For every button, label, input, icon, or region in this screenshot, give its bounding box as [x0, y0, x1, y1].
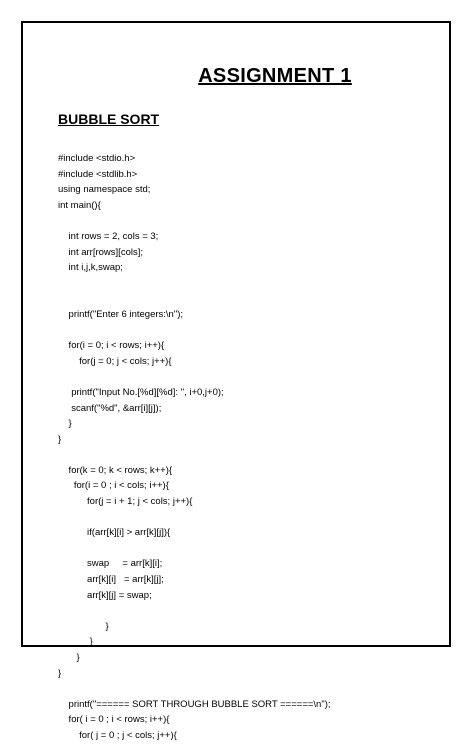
- code-line: using namespace std;: [58, 184, 151, 196]
- code-line: [58, 369, 331, 385]
- code-line: [58, 447, 331, 463]
- document-page: [21, 21, 451, 741]
- code-line: int rows = 2, cols = 3;: [58, 230, 159, 242]
- code-line: }: [58, 620, 109, 632]
- code-line: scanf("%d", &arr[i][j]);: [58, 402, 162, 414]
- code-line: for(k = 0; k < rows; k++){: [58, 464, 173, 476]
- code-line: [58, 681, 331, 697]
- code-line: [58, 213, 331, 229]
- code-line: #include <stdio.h>: [58, 153, 136, 164]
- code-line: printf("Enter 6 integers:\n");: [58, 308, 184, 320]
- code-line: [58, 291, 331, 307]
- code-line: }: [58, 667, 62, 679]
- section-heading: BUBBLE SORT: [58, 111, 160, 127]
- code-line: }: [58, 418, 72, 430]
- code-line: int arr[rows][cols];: [58, 246, 143, 258]
- assignment-title: ASSIGNMENT 1: [198, 65, 352, 87]
- code-line: if(arr[k][i] > arr[k][j]){: [58, 527, 171, 539]
- code-line: swap = arr[k][i];: [58, 558, 163, 570]
- code-line: [58, 276, 331, 292]
- code-line: }: [58, 652, 80, 663]
- code-line: }: [58, 433, 62, 445]
- code-line: for(j = 0; j < cols; j++){: [58, 355, 172, 367]
- code-line: int main(){: [58, 199, 101, 211]
- code-line: printf("Input No.[%d][%d]: ", i+0,j+0);: [58, 386, 224, 398]
- code-line: int i,j,k,swap;: [58, 262, 123, 274]
- code-line: arr[k][i] = arr[k][j];: [58, 574, 164, 586]
- code-line: [58, 541, 331, 557]
- code-line: for( i = 0 ; i < rows; i++){: [58, 714, 170, 726]
- code-line: for(i = 0 ; i < cols; i++){: [58, 480, 169, 492]
- code-line: arr[k][j] = swap;: [58, 589, 152, 601]
- code-block: [58, 151, 331, 744]
- code-line: }: [58, 636, 93, 648]
- code-line: printf("====== SORT THROUGH BUBBLE SORT ======\n");: [58, 698, 331, 710]
- code-line: [58, 323, 331, 339]
- code-line: for(i = 0; i < rows; i++){: [58, 340, 165, 352]
- code-line: for(j = i + 1; j < cols; j++){: [58, 496, 193, 508]
- code-line: for( j = 0 ; j < cols; j++){: [58, 729, 177, 741]
- code-line: [58, 603, 331, 619]
- code-line: [58, 510, 331, 526]
- code-line: #include <stdlib.h>: [58, 168, 138, 180]
